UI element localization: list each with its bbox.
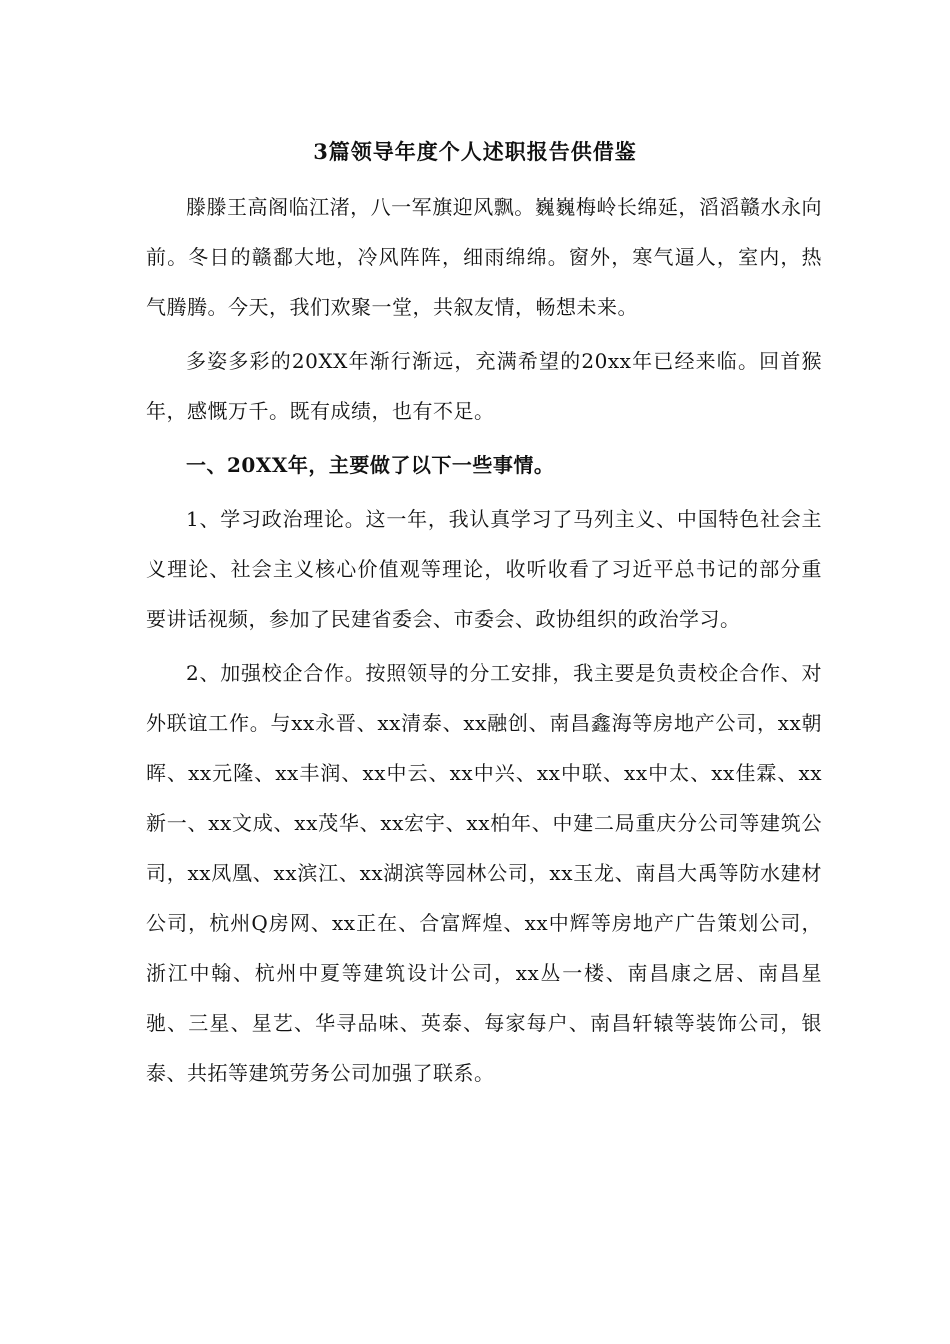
paragraph-intro: 滕滕王高阁临江渚，八一军旗迎风飘。巍巍梅岭长绵延，滔滔赣水永向前。冬日的赣鄱大地，冷风阵阵，细雨绵绵。窗外，寒气逼人，室内，热气腾腾。今天，我们欢聚一堂，共叙友情，畅想未来。 [146,195,822,319]
document-title: 3篇领导年度个人述职报告供借鉴 [313,139,637,164]
document-body [146,182,822,1102]
paragraph-school-enterprise: 2、加强校企合作。按照领导的分工安排，我主要是负责校企合作、对外联谊工作。与xx永晋、xx清泰、xx融创、南昌鑫海等房地产公司，xx朝晖、xx元隆、xx丰润、xx中云、xx中兴、xx中联、xx中太、xx佳霖、xx新一、xx文成、xx茂华、xx宏宇、xx柏年、中建二局重庆分公司等建筑公司，xx凤凰、xx滨江、xx湖滨等园林公司，xx玉龙、南昌大禹等防水建材公司，杭州Q房网、xx正在、合富辉煌、xx中辉等房地产广告策划公司，浙江中翰、杭州中夏等建筑设计公司，xx丛一楼、南昌康之居、南昌星驰、三星、星艺、华寻品味、英泰、每家每户、南昌轩辕等装饰公司，银泰、共拓等建筑劳务公司加强了联系。 [146,661,822,1085]
section-heading: 一、20XX年，主要做了以下一些事情。 [186,453,555,477]
paragraph-political-study: 1、学习政治理论。这一年，我认真学习了马列主义、中国特色社会主义理论、社会主义核心价值观等理论，收听收看了习近平总书记的部分重要讲话视频，参加了民建省委会、市委会、政协组织的政治学习。 [146,507,822,631]
paragraph-new-year: 多姿多彩的20XX年渐行渐远，充满希望的20xx年已经来临。回首猴年，感慨万千。既有成绩，也有不足。 [146,349,822,423]
